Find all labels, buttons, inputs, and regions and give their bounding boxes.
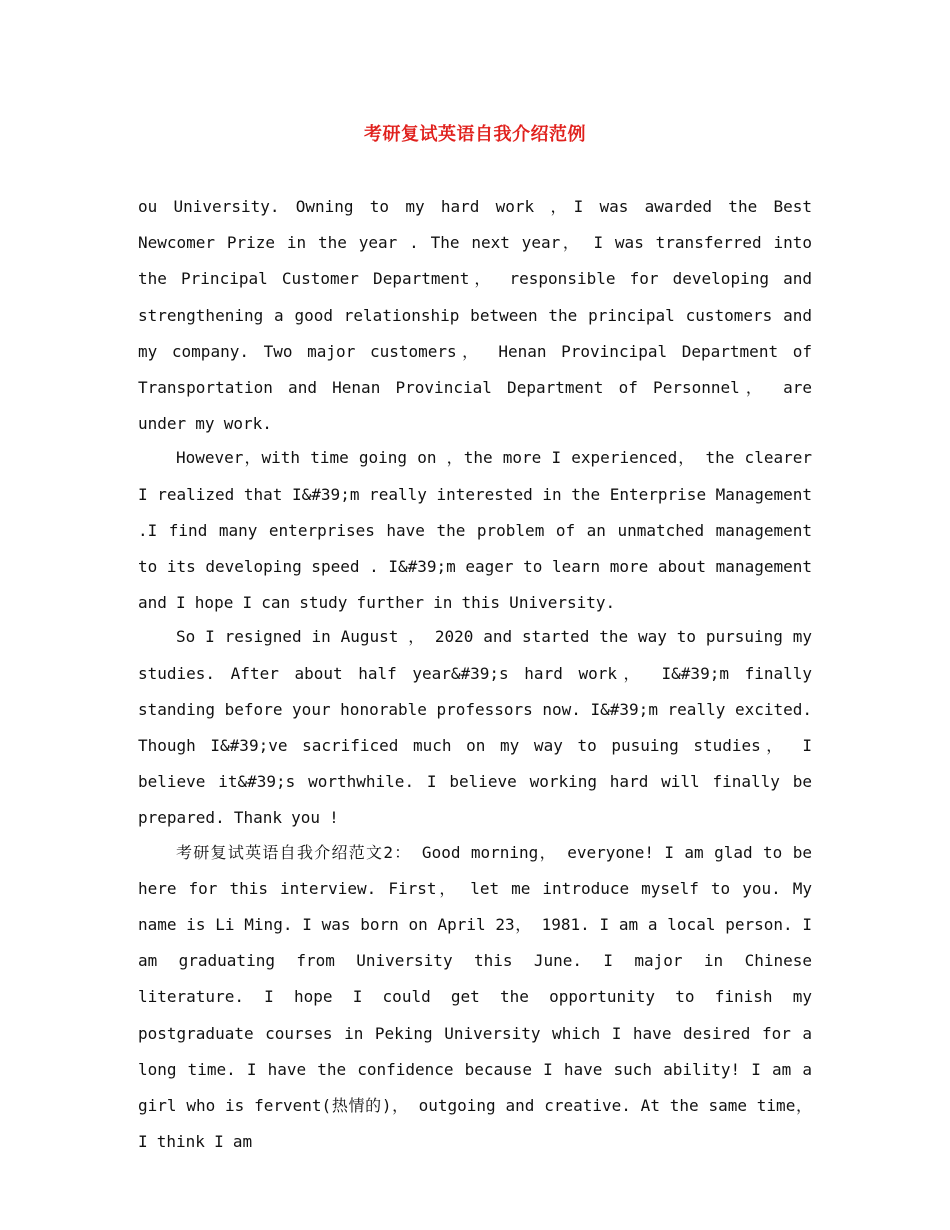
- paragraph-4: 考研复试英语自我介绍范文2： Good morning， everyone! I am glad to be here for this interview. First， let me introduce myself to you. My name is Li Ming. I was born on April 23， 1981. I am a local person. I am graduating from University this June. I major in Chinese literature. I hope I could get the opportunity to finish my postgraduate courses in Peking University which I have desired for a long time. I have the confidence because I have such ability! I am a girl who is fervent(热情的)， outgoing and creative. At the same time， I think I am: [138, 842, 812, 1152]
- paragraph-2: However，with time going on ，the more I experienced， the clearer I realized that I&#39;m really interested in the Enterprise Management .I find many enterprises have the problem of an unmatched management to its developing speed . I&#39;m eager to learn more about management and I hope I can study further in this University.: [138, 448, 812, 613]
- paragraph-1: ou University. Owning to my hard work ，I was awarded the Best Newcomer Prize in the year . The next year， I was transferred into the Principal Customer Department， responsible for developing and strengthening a good relationship between the principal customers and my company. Two major customers， Henan Provincipal Department of Transportation and Henan Provincial Department of Personnel， are under my work.: [138, 197, 812, 434]
- paragraph-3: So I resigned in August ， 2020 and started the way to pursuing my studies. After about half year&#39;s hard work， I&#39;m finally standing before your honorable professors now. I&#39;m really excited. Though I&#39;ve sacrificed much on my way to pusuing studies， I believe it&#39;s worthwhile. I believe working hard will finally be prepared. Thank you !: [138, 627, 812, 828]
- document-body: [138, 189, 812, 1158]
- document-title: 考研复试英语自我介绍范例: [364, 124, 586, 145]
